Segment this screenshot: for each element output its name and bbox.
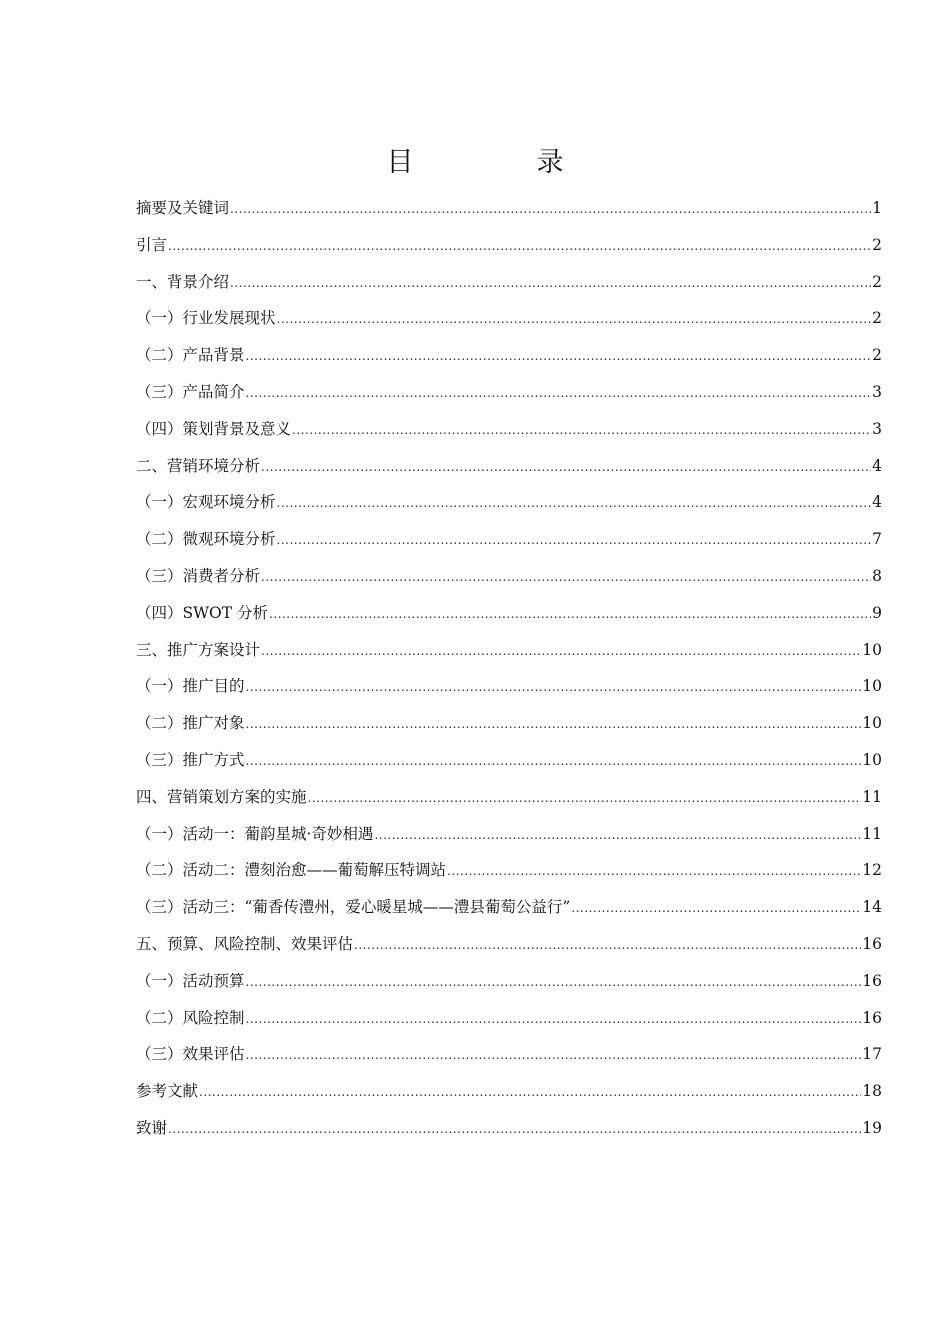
toc-entry-title: 五、预算、风险控制、效果评估 [136, 934, 354, 953]
toc-entry[interactable] [136, 779, 882, 816]
toc-leader-dots [246, 375, 872, 412]
toc-entry-page-number: 16 [862, 971, 882, 990]
toc-entry-page-number: 10 [862, 714, 882, 733]
toc-leader-dots [230, 191, 871, 228]
toc-entry[interactable] [136, 632, 882, 669]
toc-entry-page-number: 10 [862, 640, 882, 659]
toc-leader-dots [246, 706, 862, 743]
toc-entry[interactable] [136, 889, 882, 926]
toc-leader-dots [261, 633, 861, 670]
toc-leader-dots [277, 485, 872, 522]
toc-entry-title: （一）推广目的 [136, 677, 245, 696]
toc-leader-dots [246, 338, 872, 375]
toc-entry-title: 致谢 [136, 1118, 168, 1137]
toc-leader-dots [269, 596, 871, 633]
toc-entry-page-number: 16 [862, 1008, 882, 1027]
toc-leader-dots [168, 228, 871, 265]
toc-entry-page-number: 2 [872, 346, 882, 365]
toc-entry-page-number: 12 [862, 861, 882, 880]
toc-leader-dots [246, 743, 862, 780]
toc-entry[interactable] [136, 1036, 882, 1073]
toc-entry-page-number: 10 [862, 677, 882, 696]
toc-entry-title: （二）风险控制 [136, 1008, 245, 1027]
toc-entry[interactable] [136, 1110, 882, 1147]
toc-entry[interactable] [136, 852, 882, 889]
toc-entry[interactable] [136, 1000, 882, 1037]
toc-entry-page-number: 11 [862, 824, 882, 843]
toc-entry-title: 二、营销环境分析 [136, 456, 261, 475]
toc-entry-page-number: 4 [872, 493, 882, 512]
toc-entry[interactable] [136, 264, 882, 301]
toc-leader-dots [230, 265, 871, 302]
toc-entry-page-number: 7 [872, 530, 882, 549]
toc-entry-page-number: 14 [862, 898, 882, 917]
toc-entry[interactable] [136, 484, 882, 521]
toc-entry-title: （二）微观环境分析 [136, 530, 276, 549]
toc-list [136, 190, 882, 1147]
toc-leader-dots [246, 669, 862, 706]
toc-entry-page-number: 4 [872, 456, 882, 475]
toc-leader-dots [447, 853, 861, 890]
toc-leader-dots [199, 1074, 861, 1111]
toc-leader-dots [308, 780, 862, 817]
toc-entry[interactable] [136, 668, 882, 705]
toc-entry[interactable] [136, 595, 882, 632]
toc-entry-title: （一）活动一：葡韵星城·奇妙相遇 [136, 824, 374, 843]
toc-leader-dots [277, 301, 872, 338]
toc-leader-dots [246, 1037, 862, 1074]
toc-entry[interactable] [136, 926, 882, 963]
toc-leader-dots [168, 1111, 861, 1148]
toc-title: 目 录 [386, 147, 612, 178]
toc-leader-dots [277, 522, 872, 559]
toc-entry-title: 引言 [136, 235, 168, 254]
toc-entry-page-number: 10 [862, 750, 882, 769]
toc-leader-dots [261, 449, 871, 486]
toc-entry-title: 参考文献 [136, 1082, 199, 1101]
toc-entry-title: 一、背景介绍 [136, 272, 230, 291]
toc-entry-page-number: 1 [872, 199, 882, 217]
toc-entry-page-number: 16 [862, 934, 882, 953]
toc-entry-title: 摘要及关键词 [136, 199, 230, 217]
toc-entry[interactable] [136, 227, 882, 264]
toc-leader-dots [374, 817, 861, 854]
toc-entry[interactable] [136, 337, 882, 374]
toc-entry-page-number: 2 [872, 309, 882, 328]
toc-entry[interactable] [136, 190, 882, 227]
toc-entry-title: （三）产品简介 [136, 382, 245, 401]
toc-leader-dots [292, 412, 871, 449]
toc-entry-page-number: 2 [872, 235, 882, 254]
toc-entry-page-number: 3 [872, 419, 882, 438]
toc-entry[interactable] [136, 300, 882, 337]
toc-leader-dots [246, 964, 862, 1001]
toc-entry-title: （一）宏观环境分析 [136, 493, 276, 512]
toc-entry-title: （三）消费者分析 [136, 566, 261, 585]
toc-entry-page-number: 2 [872, 272, 882, 291]
toc-leader-dots [354, 927, 861, 964]
toc-entry[interactable] [136, 963, 882, 1000]
toc-entry-title: 四、营销策划方案的实施 [136, 787, 307, 806]
toc-entry[interactable] [136, 558, 882, 595]
toc-entry-page-number: 3 [872, 382, 882, 401]
toc-entry[interactable] [136, 816, 882, 853]
toc-entry-page-number: 11 [862, 787, 882, 806]
toc-entry-page-number: 19 [862, 1118, 882, 1137]
toc-entry-title: （二）产品背景 [136, 346, 245, 365]
toc-entry-title: （三）效果评估 [136, 1045, 245, 1064]
toc-entry[interactable] [136, 411, 882, 448]
toc-entry-title: （二）推广对象 [136, 714, 245, 733]
toc-entry[interactable] [136, 705, 882, 742]
toc-entry-title: 三、推广方案设计 [136, 640, 261, 659]
toc-leader-dots [571, 890, 861, 927]
toc-entry-title: （一）行业发展现状 [136, 309, 276, 328]
toc-entry[interactable] [136, 374, 882, 411]
toc-entry[interactable] [136, 521, 882, 558]
toc-entry-page-number: 8 [872, 566, 882, 585]
toc-leader-dots [261, 559, 871, 596]
toc-entry-title: （二）活动二：澧刻治愈——葡萄解压特调站 [136, 861, 447, 880]
toc-entry-title: （四）SWOT 分析 [136, 603, 269, 622]
toc-entry-title: （三）推广方式 [136, 750, 245, 769]
toc-entry-page-number: 9 [872, 603, 882, 622]
toc-entry[interactable] [136, 742, 882, 779]
toc-entry-page-number: 17 [862, 1045, 882, 1064]
toc-entry-title: （一）活动预算 [136, 971, 245, 990]
toc-entry[interactable] [136, 448, 882, 485]
toc-entry-page-number: 18 [862, 1082, 882, 1101]
toc-entry[interactable] [136, 1073, 882, 1110]
toc-entry-title: （三）活动三：“葡香传澧州，爱心暖星城——澧县葡萄公益行” [136, 898, 571, 917]
toc-entry-title: （四）策划背景及意义 [136, 419, 292, 438]
toc-leader-dots [246, 1001, 862, 1038]
